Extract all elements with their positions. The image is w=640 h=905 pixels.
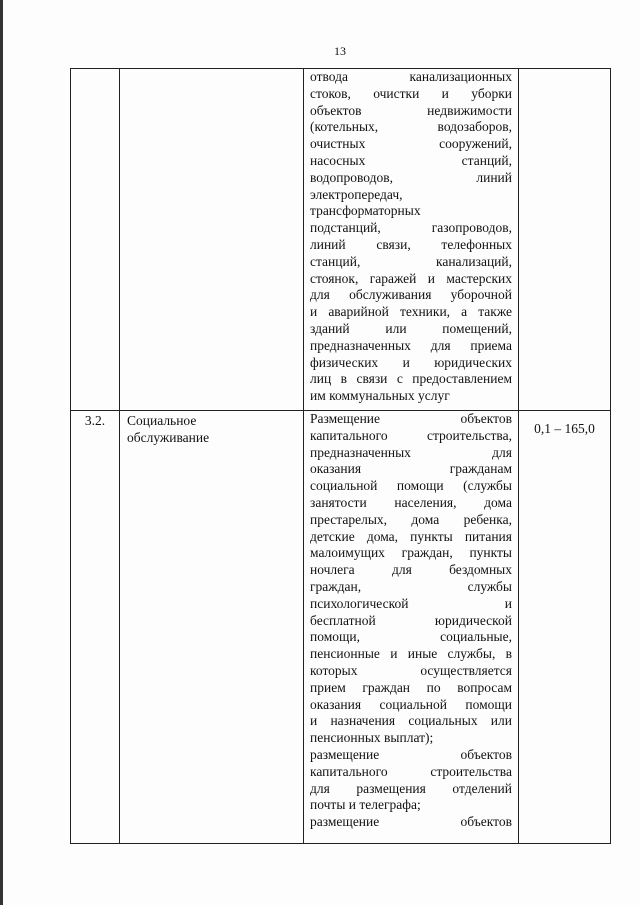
description-line: почты и телеграфа; bbox=[310, 797, 421, 813]
table-row bbox=[71, 411, 611, 844]
description-line: детские дома, пункты питания bbox=[310, 528, 512, 544]
row-number-cell: 3.2. bbox=[71, 411, 120, 844]
description-line: капитального строительства, bbox=[310, 427, 512, 443]
description-line: (котельных, водозаборов, bbox=[310, 119, 512, 135]
description-line: очистных сооружений, bbox=[310, 136, 512, 152]
description-line: подстанций, газопроводов, bbox=[310, 220, 512, 236]
use-type-name-line: Социальное bbox=[127, 413, 197, 428]
description-line: лиц в связи с предоставлением bbox=[310, 371, 512, 387]
description-line: бесплатной юридической bbox=[310, 612, 512, 628]
description-line: граждан, службы bbox=[310, 578, 512, 594]
page-left-edge bbox=[0, 0, 3, 905]
description-line: физических и юридических bbox=[310, 354, 512, 370]
description-line: ночлега для бездомных bbox=[310, 562, 512, 578]
description-line: малоимущих граждан, пункты bbox=[310, 545, 512, 561]
description-line: насосных станций, bbox=[310, 152, 512, 168]
description-line: капитального строительства bbox=[310, 763, 512, 779]
page-number: 13 bbox=[334, 44, 346, 58]
table-row bbox=[71, 69, 611, 411]
description-line: для обслуживания уборочной bbox=[310, 287, 512, 303]
row-number-cell bbox=[71, 69, 120, 411]
description-line: прием граждан по вопросам bbox=[310, 679, 512, 695]
description-line: престарелых, дома ребенка, bbox=[310, 511, 512, 527]
description-line: предназначенных для приема bbox=[310, 337, 512, 353]
description-line: зданий или помещений, bbox=[310, 320, 512, 336]
use-type-name-line: обслуживание bbox=[127, 429, 210, 445]
description-line: размещение объектов bbox=[310, 814, 512, 830]
description-line: социальной помощи (службы bbox=[310, 478, 512, 494]
description-line: электропередач, bbox=[310, 186, 403, 202]
description-line: оказания социальной помощи bbox=[310, 696, 512, 712]
description-line: предназначенных для bbox=[310, 444, 512, 460]
description-line: стоков, очистки и уборки bbox=[310, 85, 512, 101]
description-line: линий связи, телефонных bbox=[310, 236, 512, 252]
area-value-cell: 0,1 – 165,0 bbox=[519, 411, 611, 844]
description-line: оказания гражданам bbox=[310, 461, 512, 477]
description-line: помощи, социальные, bbox=[310, 629, 512, 645]
description-cell bbox=[304, 411, 519, 844]
description-line: для размещения отделений bbox=[310, 780, 512, 796]
description-line: которых осуществляется bbox=[310, 662, 512, 678]
description-line: им коммунальных услуг bbox=[310, 388, 450, 404]
description-line: трансформаторных bbox=[310, 203, 421, 219]
use-type-name-cell bbox=[120, 69, 304, 411]
description-line: станций, канализаций, bbox=[310, 253, 512, 269]
description-line: психологической и bbox=[310, 595, 512, 611]
description-cell bbox=[304, 69, 519, 411]
area-value-cell bbox=[519, 69, 611, 411]
description-line: размещение объектов bbox=[310, 746, 512, 762]
description-line: отвода канализационных bbox=[310, 69, 512, 84]
description-line: и назначения социальных или bbox=[310, 713, 512, 729]
description-line: пенсионных выплат); bbox=[310, 730, 434, 746]
use-type-name-cell bbox=[120, 411, 304, 844]
description-line: пенсионные и иные службы, в bbox=[310, 646, 512, 662]
description-line: Размещение объектов bbox=[310, 411, 512, 426]
description-line: водопроводов, линий bbox=[310, 169, 512, 185]
description-line: объектов недвижимости bbox=[310, 102, 512, 118]
land-use-table bbox=[70, 68, 611, 844]
description-line: и аварийной техники, а также bbox=[310, 304, 512, 320]
description-line: занятости населения, дома bbox=[310, 494, 512, 510]
description-line: стоянок, гаражей и мастерских bbox=[310, 270, 512, 286]
